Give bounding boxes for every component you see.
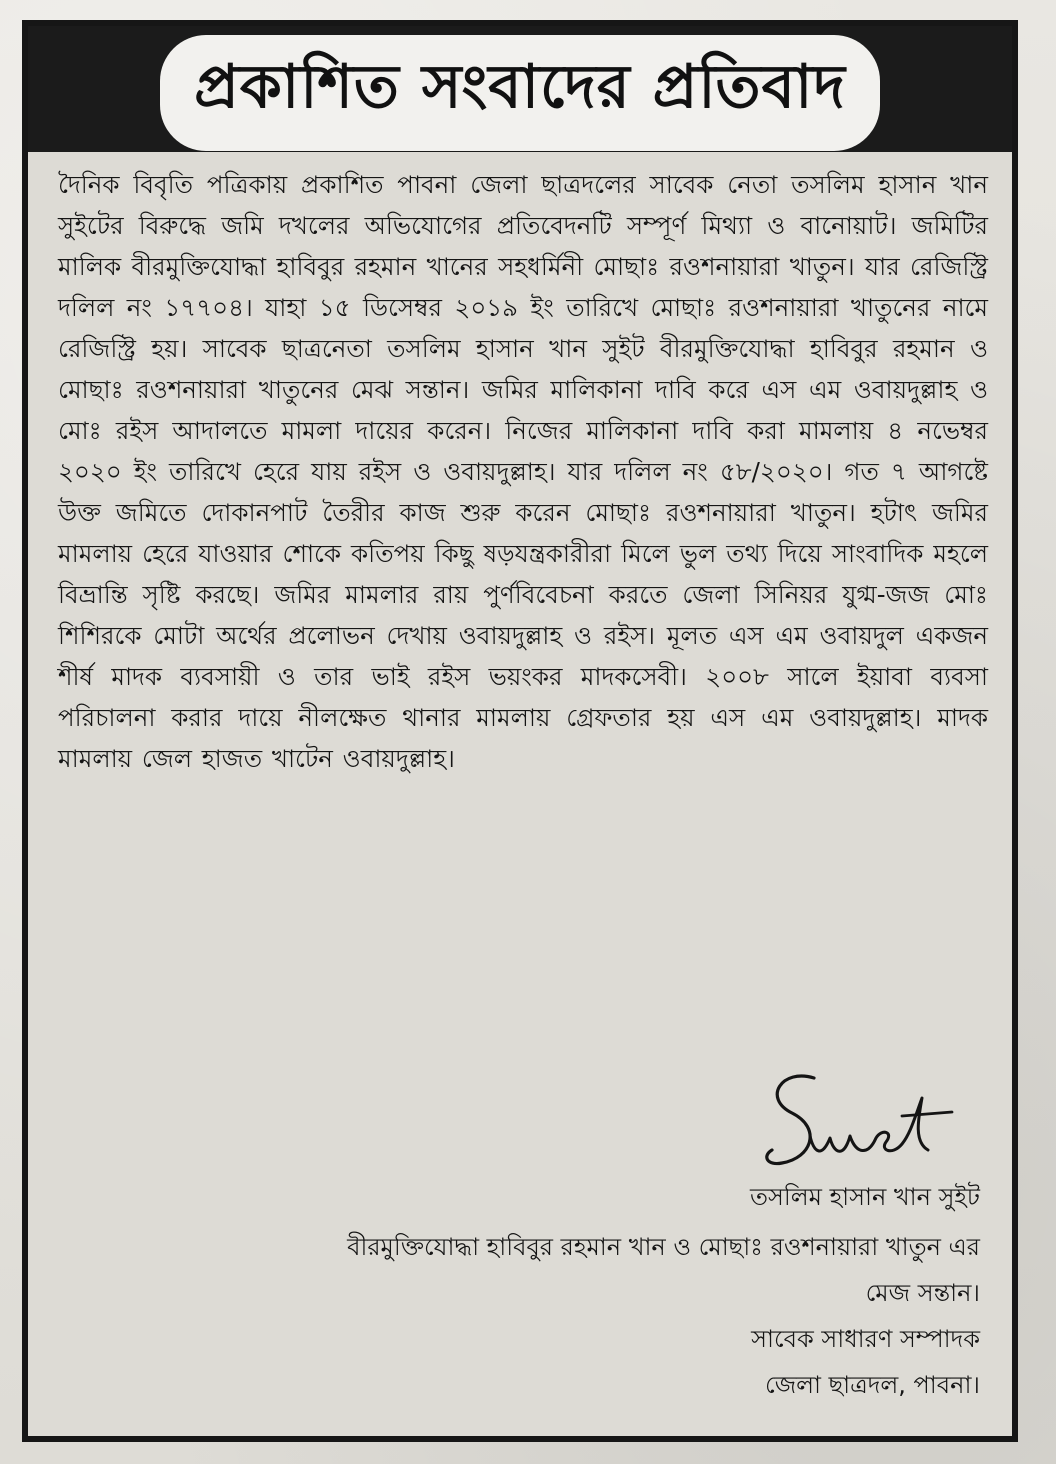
handwritten-signature <box>752 1058 982 1188</box>
signatory-relation-line2: মেজ সন্তান। <box>865 1279 980 1307</box>
signatory-name: তসলিম হাসান খান সুইট <box>750 1183 980 1211</box>
signatory-block <box>80 1174 980 1408</box>
signatory-relation-line1: বীরমুক্তিযোদ্ধা হাবিবুর রহমান খান ও মোছাঃ রওশনায়ারা খাতুন এর <box>347 1233 980 1261</box>
signatory-organization: জেলা ছাত্রদল, পাবনা। <box>764 1371 980 1399</box>
signatory-position: সাবেক সাধারণ সম্পাদক <box>751 1325 980 1353</box>
title-bar <box>28 26 1012 152</box>
notice-title: প্রকাশিত সংবাদের প্রতিবাদ <box>194 52 846 122</box>
title-pill <box>160 35 880 151</box>
notice-frame <box>22 20 1018 1442</box>
notice-body: দৈনিক বিবৃতি পত্রিকায় প্রকাশিত পাবনা জেলা ছাত্রদলের সাবেক নেতা তসলিম হাসান খান সুইটের বিরুদ্ধে জমি দখলের অভিযোগের প্রতিবেদনটি সম্পূর্ণ মিথ্যা ও বানোয়াট। জমিটির মালিক বীরমুক্তিযোদ্ধা হাবিবুর রহমান খানের সহধর্মিনী মোছাঃ রওশনায়ারা খাতুন। যার রেজিস্ট্রি দলিল নং ১৭৭০৪। যাহা ১৫ ডিসেম্বর ২০১৯ ইং তারিখে মোছাঃ রওশনায়ারা খাতুনের নামে রেজিস্ট্রি হয়। সাবেক ছাত্রনেতা তসলিম হাসান খান সুইট বীরমুক্তিযোদ্ধা হাবিবুর রহমান ও মোছাঃ রওশনায়ারা খাতুনের মেঝ সন্তান। জমির মালিকানা দাবি করে এস এম ওবায়দুল্লাহ ও মোঃ রইস আদালতে মামলা দায়ের করেন। নিজের মালিকানা দাবি করা মামলায় ৪ নভেম্বর ২০২০ ইং তারিখে হেরে যায় রইস ও ওবায়দুল্লাহ। যার দলিল নং ৫৮/২০২০। গত ৭ আগষ্টে উক্ত জমিতে দোকানপাট তৈরীর কাজ শুরু করেন মোছাঃ রওশনায়ারা খাতুন। হটাৎ জমির মামলায় হেরে যাওয়ার শোকে কতিপয় কিছু ষড়যন্ত্রকারীরা মিলে ভুল তথ্য দিয়ে সাংবাদিক মহলে বিভ্রান্তি সৃষ্টি করছে। জমির মামলার রায় পুর্ণবিবেচনা করতে জেলা সিনিয়র যুগ্ম-জজ মোঃ শিশিরকে মোটা অর্থের প্রলোভন দেখায় ওবায়দুল্লাহ ও রইস। মূলত এস এম ওবায়দুল একজন শীর্ষ মাদক ব্যবসায়ী ও তার ভাই রইস ভয়ংকর মাদকসেবী। ২০০৮ সালে ইয়াবা ব্যবসা পরিচালনা করার দায়ে নীলক্ষেত থানার মামলায় গ্রেফতার হয় এস এম ওবায়দুল্লাহ। মাদক মামলায় জেল হাজত খাটেন ওবায়দুল্লাহ। <box>58 170 988 773</box>
